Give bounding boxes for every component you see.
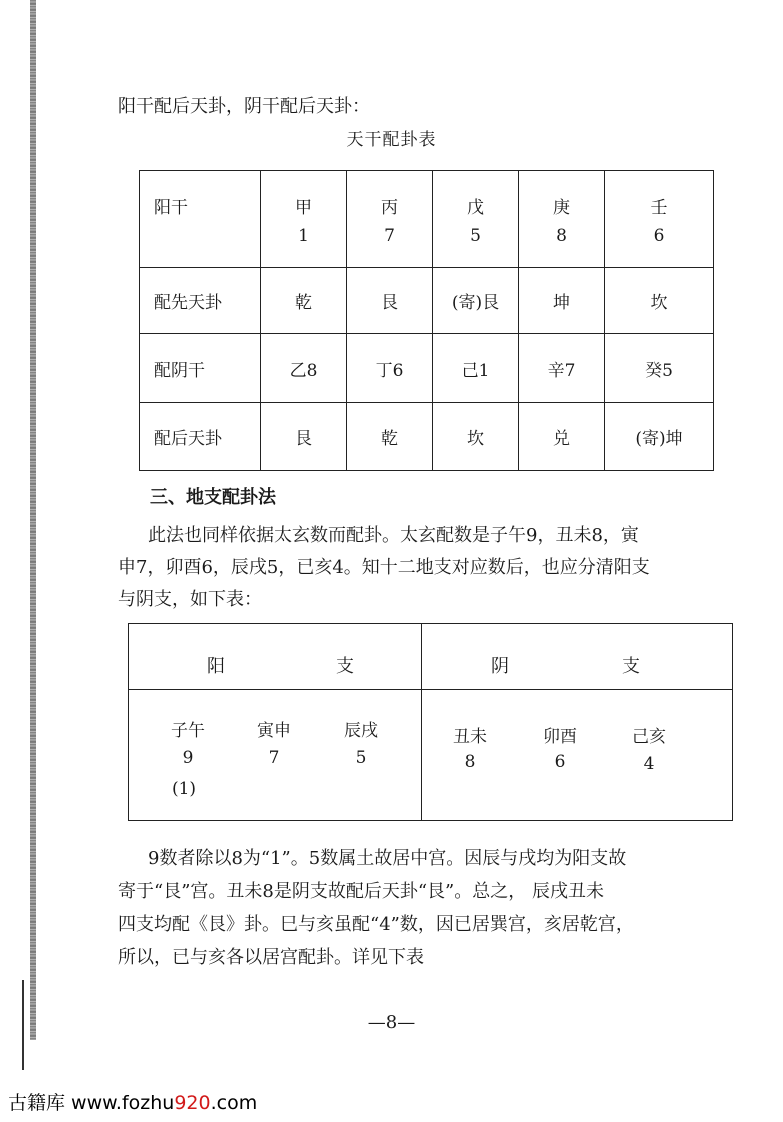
book-spine-edge: [30, 0, 36, 1040]
stem-number: 8: [556, 225, 567, 246]
intro-line: 阳干配后天卦，阴干配后天卦：: [118, 96, 370, 117]
heavenly-stems-table: [139, 170, 714, 471]
stem-number: 1: [298, 225, 309, 246]
branch-number: 6: [554, 752, 566, 772]
site-watermark: [8, 1088, 257, 1115]
table-cell: 丁6: [347, 334, 433, 403]
row-label: 配阴干: [140, 334, 261, 403]
table-divider: [129, 689, 732, 690]
branch-number: 4: [643, 754, 655, 774]
branch-number: 5: [355, 748, 367, 768]
watermark-prefix: 古籍库 www.fozhu: [8, 1092, 175, 1114]
table-cell: [433, 171, 519, 268]
page-number: —8—: [367, 1012, 416, 1033]
table-cell: 癸5: [605, 334, 714, 403]
watermark-suffix: .com: [210, 1092, 258, 1114]
branch-pair: 寅申: [257, 721, 291, 741]
branch-note: (1): [171, 779, 197, 799]
earthly-branches-table: [128, 623, 733, 821]
table-row: [140, 403, 714, 471]
table-divider: [421, 624, 422, 820]
stem-number: 7: [384, 225, 395, 246]
table-cell: (寄)坤: [605, 403, 714, 471]
yin-header-char: 阴: [491, 656, 509, 677]
branch-pair: 丑未: [453, 727, 487, 747]
paragraph-line: 申7，卯酉6，辰戌5，已亥4。知十二地支对应数后，也应分清阳支: [118, 557, 650, 578]
row-label: 阳干: [140, 171, 261, 268]
yang-header-char: 支: [336, 656, 354, 677]
branch-pair: 子午: [171, 721, 205, 741]
paragraph-line: 与阴支，如下表：: [118, 589, 262, 610]
paragraph-line: 此法也同样依据太玄数而配卦。太玄配数是子午9，丑未8，寅: [148, 525, 639, 546]
paragraph-line: 所以，已与亥各以居宫配卦。详见下表: [118, 947, 424, 968]
paragraph-line: 四支均配《艮》卦。巳与亥虽配“4”数，因已居巽宫，亥居乾宫，: [118, 914, 634, 935]
paragraph-line: 寄于“艮”宫。丑未8是阴支故配后天卦“艮”。总之， 辰戌丑未: [118, 881, 604, 902]
table-cell: [347, 171, 433, 268]
table-cell: 坎: [433, 403, 519, 471]
table-cell: 坤: [519, 268, 605, 334]
table-cell: [261, 171, 347, 268]
branch-pair: 己亥: [632, 727, 666, 747]
table-cell: (寄)艮: [433, 268, 519, 334]
watermark-number: 920: [174, 1092, 211, 1114]
row-label: 配先天卦: [140, 268, 261, 334]
branch-number: 8: [464, 752, 476, 772]
paragraph-2: [118, 842, 758, 974]
table-cell: 乾: [347, 403, 433, 471]
table1-title: 天干配卦表: [346, 130, 437, 150]
table-row: [140, 171, 714, 268]
branch-pair: 辰戌: [344, 721, 378, 741]
table-row: [140, 268, 714, 334]
table-cell: 艮: [347, 268, 433, 334]
paragraph-line: 9数者除以8为“1”。5数属土故居中宫。因辰与戌均为阳支故: [148, 848, 627, 869]
stem-char: 庚: [553, 197, 570, 218]
row-label: 配后天卦: [140, 403, 261, 471]
table-cell: 坎: [605, 268, 714, 334]
table-cell: 兑: [519, 403, 605, 471]
stem-char: 甲: [295, 197, 312, 218]
branch-pair: 卯酉: [543, 727, 577, 747]
stem-number: 6: [653, 225, 665, 246]
paragraph-1: [118, 520, 748, 616]
section-heading: 三、地支配卦法: [150, 487, 276, 508]
stem-char: 壬: [650, 197, 668, 218]
table-cell: [605, 171, 714, 268]
table-cell: 艮: [261, 403, 347, 471]
table-cell: 乙8: [261, 334, 347, 403]
table-row: [140, 334, 714, 403]
table-cell: 己1: [433, 334, 519, 403]
branch-number: 7: [268, 748, 280, 768]
stem-char: 戊: [467, 197, 484, 218]
yin-header-char: 支: [622, 656, 640, 677]
table-cell: 乾: [261, 268, 347, 334]
table-cell: [519, 171, 605, 268]
branch-number: 9: [182, 748, 194, 768]
table-cell: 辛7: [519, 334, 605, 403]
yang-header-char: 阳: [207, 656, 225, 677]
stem-char: 丙: [381, 197, 398, 218]
stem-number: 5: [470, 225, 481, 246]
